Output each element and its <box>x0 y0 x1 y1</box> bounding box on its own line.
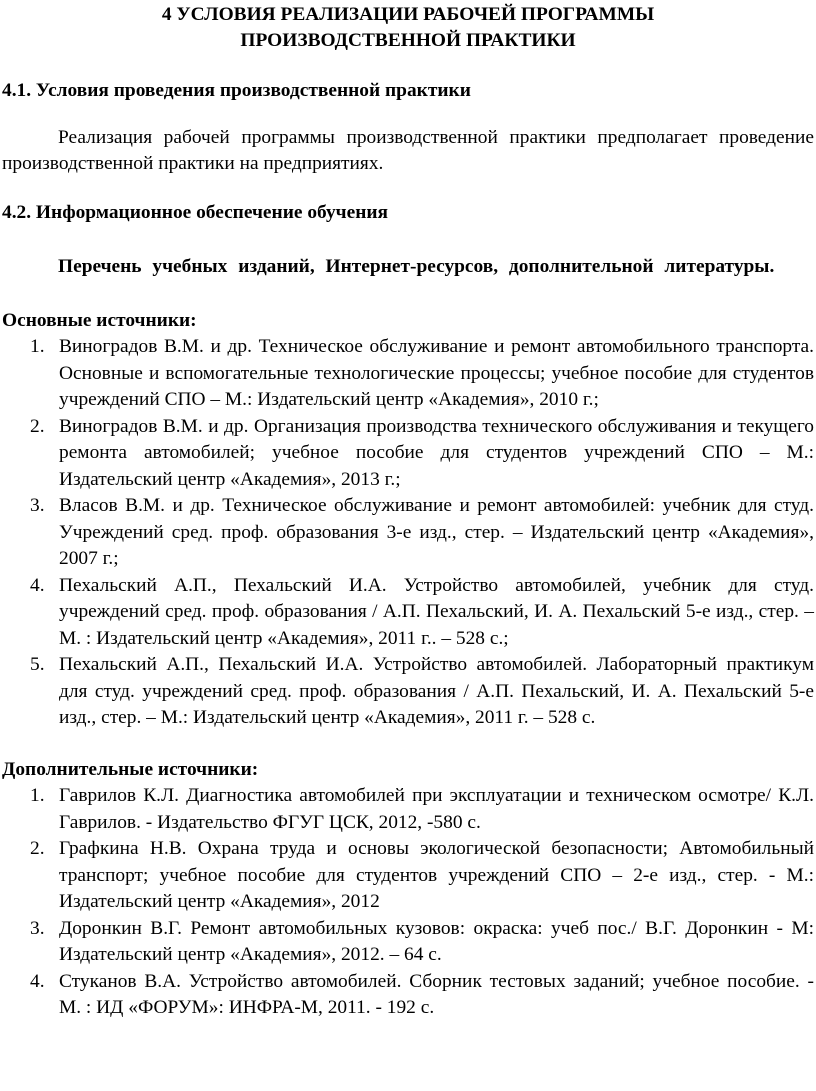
list-item-number: 3. <box>30 917 45 939</box>
main-sources-heading: Основные источники: <box>2 309 197 331</box>
list-item-number: 1. <box>30 785 45 806</box>
section-4-2-heading: 4.2. Информационное обеспечение обучения <box>2 201 389 223</box>
list-item-text: Гаврилов К.Л. Диагностика автомобилей при эксплуатации и техническом осмотре/ К.Л. Гаврилов. - Издательство ФГУГ ЦСК, 2012, -580 с. <box>59 785 814 833</box>
list-item <box>2 652 814 732</box>
list-item-text: Виноградов В.М. и др. Организация производства технического обслуживания и текущего ремонта автомобилей; учебное пособие для студентов учреждений СПО – М.: Издательский центр «Академия», 2013 г.; <box>59 415 814 490</box>
list-item-number: 5. <box>30 654 45 675</box>
title-line-1: 4 УСЛОВИЯ РЕАЛИЗАЦИИ РАБОЧЕЙ ПРОГРАММЫ <box>161 4 655 25</box>
list-item-number: 1. <box>30 336 45 357</box>
list-item <box>2 493 814 573</box>
list-item-text: Стуканов В.А. Устройство автомобилей. Сборник тестовых заданий; учебное пособие. - М. : ИД «ФОРУМ»: ИНФРА-М, 2011. - 192 с. <box>59 970 814 1018</box>
list-item-text: Графкина Н.В. Охрана труда и основы экологической безопасности; Автомобильный транспорт; учебное пособие для студентов учреждений СПО – 2-е изд., стер. - М.: Издательский центр «Академия», 2012 <box>59 838 814 912</box>
list-item-number: 4. <box>30 970 45 992</box>
list-item <box>2 783 814 836</box>
list-item <box>2 916 814 969</box>
additional-sources-heading: Дополнительные источники: <box>2 758 259 780</box>
list-item <box>2 414 814 494</box>
list-item-text: Пехальский А.П., Пехальский И.А. Устройство автомобилей. Лабораторный практикум для студ. учреждений сред. проф. образования / А.П. Пехальский, И. А. Пехальский 5-е изд., стер. – М.: Издательский центр «Академия», 2011 г. – 528 с. <box>59 654 814 728</box>
title-line-2: ПРОИЗВОДСТВЕННОЙ ПРАКТИКИ <box>240 30 576 51</box>
page-title <box>2 2 814 54</box>
list-item <box>2 969 814 1022</box>
list-item-text: Доронкин В.Г. Ремонт автомобильных кузовов: окраска: учеб пос./ В.Г. Доронкин - М: Издательский центр «Академия», 2012. – 64 с. <box>59 917 814 965</box>
section-4-1-heading: 4.1. Условия проведения производственной практики <box>2 80 471 101</box>
list-item <box>2 573 814 653</box>
list-item-text: Виноградов В.М. и др. Техническое обслуживание и ремонт автомобильного транспорта. Основные и вспомогательные технологические процессы; учебное пособие для студентов учреждений СПО – М.: Издательский центр «Академия», 2010 г.; <box>59 336 814 410</box>
additional-sources-list <box>2 783 814 1022</box>
literature-list-intro: Перечень учебных изданий, Интернет-ресурсов, дополнительной литературы. <box>58 256 775 277</box>
section-4-1-paragraph: Реализация рабочей программы производственной практики предполагает проведение производственной практики на предприятиях. <box>2 126 814 174</box>
list-item-number: 2. <box>30 415 45 437</box>
list-item-number: 4. <box>30 574 45 596</box>
list-item <box>2 334 814 414</box>
main-sources-list <box>2 334 814 732</box>
list-item-text: Пехальский А.П., Пехальский И.А. Устройство автомобилей, учебник для студ. учреждений сред. проф. образования / А.П. Пехальский, И. А. Пехальский 5-е изд., стер. – М. : Издательский центр «Академия», 2011 г.. – 528 с.; <box>59 574 814 649</box>
list-item-number: 2. <box>30 838 45 859</box>
list-item-text: Власов В.М. и др. Техническое обслуживание и ремонт автомобилей: учебник для студ. Учреждений сред. проф. образования 3-е изд., стер. – Издательский центр «Академия», 2007 г.; <box>59 495 814 569</box>
list-item-number: 3. <box>30 495 45 516</box>
list-item <box>2 836 814 916</box>
